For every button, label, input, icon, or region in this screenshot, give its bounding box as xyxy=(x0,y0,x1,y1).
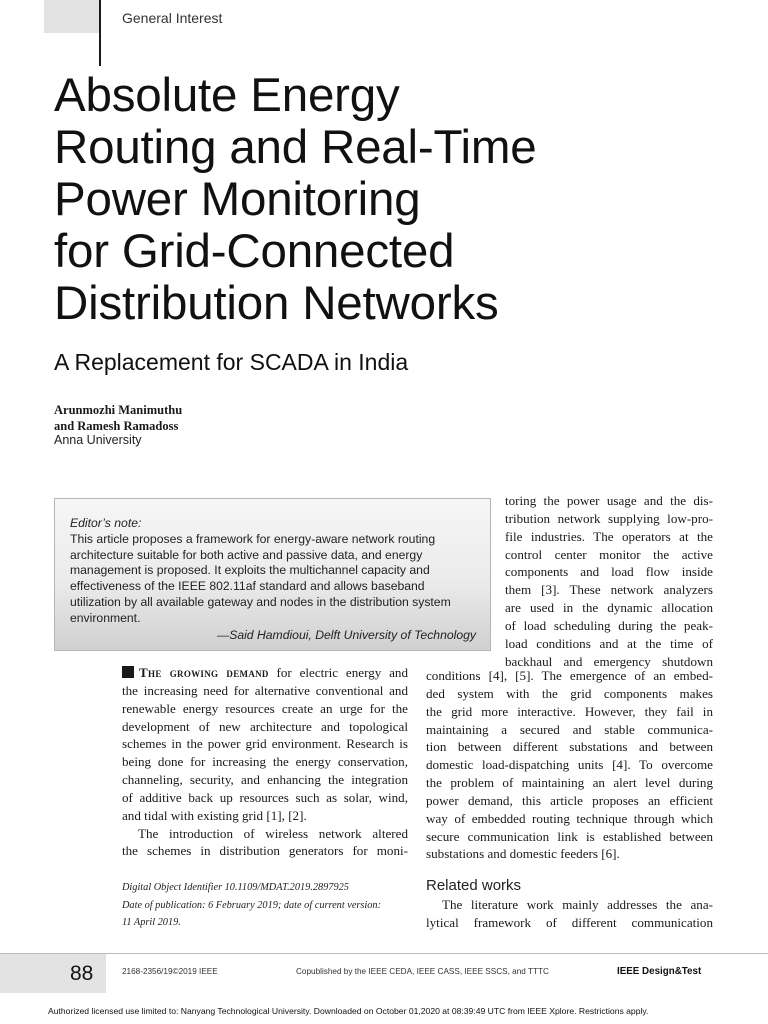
editor-note-label: Editor’s note: xyxy=(70,516,142,530)
body-line: secure communication link is established between xyxy=(426,828,713,844)
body-line: the increasing need for alternative conventional and xyxy=(122,682,408,698)
body-line: renewable energy resources create an urge for the xyxy=(122,700,408,716)
journal-name: IEEE Design&Test xyxy=(617,966,702,977)
editor-note-line: utilization by all available gateway and nodes in the distribution system xyxy=(70,594,451,609)
license-notice: Authorized licensed use limited to: Nanyang Technological University. Downloaded on October 01,2020 at 08:39:49 UTC from IEEE Xplore. Restrictions apply. xyxy=(48,1006,649,1016)
body-line: control center monitor the active xyxy=(505,546,713,562)
publication-info xyxy=(122,879,412,932)
body-line: the problem of maintaining an alert level during xyxy=(426,775,713,791)
article-subtitle: A Replacement for SCADA in India xyxy=(54,349,409,375)
body-line: domestic load-dispatching units [4]. To overcome xyxy=(426,757,713,773)
author-affiliation: Anna University xyxy=(54,433,142,447)
body-line: the schemes in distribution generators for moni- xyxy=(122,843,408,859)
body-line: file industries. The operators at the xyxy=(505,528,713,544)
body-line: are used in the dynamic allocation xyxy=(505,600,713,616)
body-line: power demand, this article proposes an efficient xyxy=(426,792,713,808)
editor-note-box xyxy=(54,498,491,651)
body-line: them [3]. These network analyzers xyxy=(505,582,713,598)
body-line: The introduction of wireless network altered xyxy=(138,825,408,841)
title-line: Power Monitoring xyxy=(54,173,421,226)
body-line: load conditions and at the time of xyxy=(505,635,713,651)
header-vertical-rule xyxy=(99,0,101,66)
editor-note-signature: —Said Hamdioui, Delft University of Technology xyxy=(217,627,476,642)
footer-rule xyxy=(0,953,768,954)
body-column-right-bottom xyxy=(426,667,713,863)
section-start-square-icon xyxy=(122,666,134,678)
author-line: and Ramesh Ramadoss xyxy=(54,419,179,433)
lead-in-rest: for electric energy and xyxy=(268,665,408,680)
section-heading-related-works: Related works xyxy=(426,877,522,894)
page-number: 88 xyxy=(70,962,94,985)
editor-note-line: effectiveness of the IEEE 802.11af standard and allows baseband xyxy=(70,579,425,594)
body-line xyxy=(122,664,408,682)
publication-dates-cont: 11 April 2019. xyxy=(122,917,181,928)
body-line: the grid more interactive. However, they fail in xyxy=(426,703,713,719)
body-line: backhaul and emergency shutdown xyxy=(505,653,713,669)
doi-text: Digital Object Identifier 10.1109/MDAT.2019.2897925 xyxy=(122,882,349,893)
body-line: schemes in the power grid environment. Research is xyxy=(122,736,408,752)
lead-in-text: The growing demand xyxy=(139,665,269,680)
body-line: components and load flow inside xyxy=(505,564,713,580)
body-column-right-top xyxy=(505,492,713,670)
publication-dates: Date of publication: 6 February 2019; date of current version: xyxy=(122,899,381,911)
body-line: conditions [4], [5]. The emergence of an embed- xyxy=(426,668,713,683)
body-line: tribution network supplying low-pro- xyxy=(505,510,713,526)
header-tab-block xyxy=(44,0,100,33)
related-works-text xyxy=(426,896,713,932)
section-label: General Interest xyxy=(122,10,223,26)
body-line: channeling, security, and enhancing the integration xyxy=(122,772,408,788)
body-line: tion between different substations and between xyxy=(426,739,713,755)
author-line: Arunmozhi Manimuthu xyxy=(54,403,183,417)
body-line: The literature work mainly addresses the ana- xyxy=(442,897,713,912)
copublisher-line: Copublished by the IEEE CEDA, IEEE CASS, IEEE SSCS, and TTTC xyxy=(296,967,549,976)
editor-note-line: This article proposes a framework for energy-aware network routing xyxy=(70,531,436,546)
article-title xyxy=(54,70,744,330)
editor-note-line: management is proposed. It exploits the multichannel capacity and xyxy=(70,563,430,578)
editor-note-line: environment. xyxy=(70,610,141,625)
body-line: maintaining a secured and stable communica- xyxy=(426,721,713,737)
title-line: for Grid-Connected xyxy=(54,225,455,278)
body-line: way of embedded routing technique through which xyxy=(426,810,713,826)
body-line: of load scheduling during the peak- xyxy=(505,617,713,633)
body-line: toring the power usage and the dis- xyxy=(505,493,713,508)
body-line: lytical framework of different communication xyxy=(426,914,713,930)
issn-copyright: 2168-2356/19©2019 IEEE xyxy=(122,967,218,976)
title-line: Distribution Networks xyxy=(54,277,499,330)
body-line: ded system with the grid components makes xyxy=(426,685,713,701)
body-line: of additive back up resources such as solar, wind, xyxy=(122,789,408,805)
title-line: Absolute Energy xyxy=(54,69,400,122)
body-line: development of new architecture and topological xyxy=(122,718,408,734)
body-line: being done for increasing the energy conservation, xyxy=(122,754,408,770)
author-list xyxy=(54,402,182,434)
body-line: substations and domestic feeders [6]. xyxy=(426,846,620,862)
editor-note-line: architecture suitable for both active and passive data, and energy xyxy=(70,547,423,562)
body-line: and tidal with existing grid [1], [2]. xyxy=(122,807,307,823)
title-line: Routing and Real-Time xyxy=(54,121,537,174)
body-column-left xyxy=(122,664,408,860)
